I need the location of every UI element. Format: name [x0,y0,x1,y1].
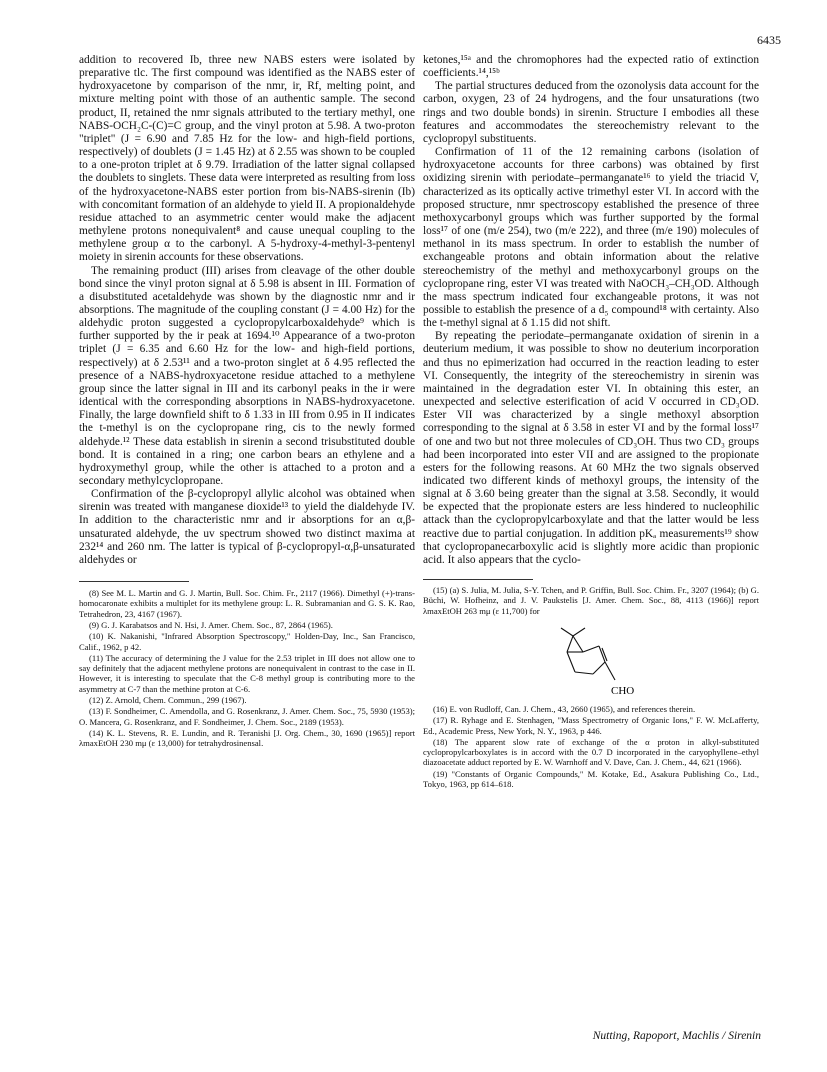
footnote: (9) G. J. Karabatsos and N. Hsi, J. Amer. Chem. Soc., 87, 2864 (1965). [89,619,333,630]
ring-bond-5 [567,652,575,672]
footnote: (18) The apparent slow rate of exchange of the α proton in alkyl-substituted cyclopropylcarboxylates is in accord with the 0.7 D incorporated in the caryophyllene–ethyl diazoacetate adduct reported by E. W. Warnhoff and V. Dave, Can. J. Chem., 44, 621 (1966). [423,736,759,768]
aldehyde-bond [605,662,615,680]
paragraph: The partial structures deduced from the ozonolysis data account for the carbon, oxygen, 23 of 24 hydrogens, and the four unsaturations (two rings and two double bonds) in sirenin. Structure I embodies all these features and accommodates the stereochemistry relevant to the cyclopropyl substituents. [423,80,759,145]
footnote: (15) (a) S. Julia, M. Julia, S-Y. Tchen, and P. Griffin, Bull. Soc. Chim. Fr., 3207 (1964); (b) G. Büchi, W. Hofheinz, and J. V. Paukstelis [J. Amer. Chem. Soc., 88, 4113 (1966)] report λmaxEtOH 263 mμ (ε 11,700) for [423,585,759,616]
running-footer: Nutting, Rapoport, Machlis / Sirenin [592,1030,761,1042]
cyclopropane-bond-1 [567,636,573,652]
page-number: 6435 [757,33,781,47]
paragraph: addition to recovered Ib, three new NABS esters were isolated by preparative tlc. The first compound was identified as the NABS ester of hydroxyacetone by comparison of the nmr, ir, Rf, melting point, and mixture melting point with those of an authentic sample. The second product, II, retained the nmr signals attributed to the tertiary methyl, one NABS-OCH₂C-(C)=C group, and the vinyl proton at 5.98. A two-proton "triplet" (J = 6.90 and 7.85 Hz for the low- and high-field portions, respectively) of doublets (J = 1.45 Hz) at δ 2.55 was shown to be coupled to a one-proton triplet at δ 9.79. Irradiation of the latter signal collapsed the doublets to singlets. These data were interpreted as resulting from loss of the hydroxyacetone-NABS ester portion from bis-NABS-sirenin (Ib) with concomitant formation of an aldehyde to yield II. A propionaldehyde residue attached to an asymmetric center would make the adjacent methylene protons nonequivalent⁸ and cause unequal coupling to the methylene group α to the carbonyl. A 5-hydroxy-4-methyl-3-pentenyl moiety in sirenin accounts for these observations. [79,54,415,264]
footnote: (12) Z. Arnold, Chem. Commun., 299 (1967). [89,695,247,706]
methyl-bond-1 [561,628,573,636]
paragraph: By repeating the periodate–permanganate oxidation of sirenin in a deuterium medium, it was possible to show no deuterium incorporation and thus no epimerization had occurred in the reaction leading to ester VI. Consequently, the integrity of the stereochemistry in sirenin was maintained in the degradation ester VI. In obtaining this ester, an unexpected and selective esterification of acid V occurred in CD₃OD. Ester VII was characterized by a single methoxyl absorption corresponding to the signal at δ 3.58 in ester VI and by the formal loss¹⁷ of one and two but not three molecules of CD₃OH. Thus two CD₃ groups had been incorporated into ester VII and are assigned to the propionate esters for the following reasons. At 60 MHz the two signals observed indicated two different kinds of methoxyl groups, the intensity of the signal at δ 3.60 being greater than the signal at 3.58. Secondly, it would be expected that the propionate esters are less hindered to nucleophilic attack than the cyclopropylcarboxylate and that the latter would be less reactive due to partial conjugation. In addition pKₐ measurements¹⁹ show that cyclopropanecarboxylic acid is slightly more acidic than propionic acid. It also appears that the cyclo- [423,330,759,566]
footnote: (10) K. Nakanishi, "Infrared Absorption Spectroscopy," Holden-Day, Inc., San Francisco, Calif., 1962, p 42. [79,631,415,652]
right-body-text [423,54,759,567]
left-footnotes [79,588,415,748]
ring-bond-4 [575,672,593,674]
chemical-structure-diagram [553,622,643,700]
paragraph: Confirmation of the β-cyclopropyl allylic alcohol was obtained when sirenin was treated with manganese dioxide¹³ to yield the dialdehyde IV. In addition to the characteristic nmr and ir absorptions for an α,β-unsaturated aldehyde, the uv spectrum showed two distinct maxima at 232¹⁴ and 260 nm. The latter is typical of β-cyclopropyl-α,β-unsaturated aldehydes or [79,488,415,566]
ring-bond-1 [583,646,599,652]
methyl-bond-2 [573,628,585,636]
ring-bond-3 [593,662,605,674]
footnote: (19) "Constants of Organic Compounds," M. Kotake, Ed., Asakura Publishing Co., Ltd., Tokyo, 1963, pp 614–618. [423,768,759,790]
footnote: (14) K. L. Stevens, R. E. Lundin, and R. Teranishi [J. Org. Chem., 30, 1690 (1965)] report λmaxEtOH 230 mμ (ε 13,000) for tetrahydrosinensal. [79,727,415,749]
cyclopropane-bond-2 [573,636,583,652]
footnote: (8) See M. L. Martin and G. J. Martin, Bull. Soc. Chim. Fr., 2117 (1966). Dimethyl (+)-trans-homocaronate exhibits a multiplet for its methylene group: L. R. Subramanian and G. S. K. Rao, Tetrahedron, 23, 4167 (1967). [79,588,415,619]
paragraph: The remaining product (III) arises from cleavage of the other double bond since the vinyl proton signal at δ 5.98 is absent in III. Formation of a disubstituted acetaldehyde was shown by the diagnostic nmr and ir absorptions. The magnitude of the coupling constant (J = 4.00 Hz) for the aldehydic proton suggested a cyclopropylcarboxaldehyde⁹ which is further supported by the ir peak at 1694.¹⁰ Appearance of a two-proton triplet (J = 6.35 and 6.60 Hz for the low- and high-field portions, respectively) at δ 2.53¹¹ and a two-proton singlet at δ 4.95 reflected the presence of a NABS-hydroxyacetone residue attached to a methylene group since the latter signal in III and its carbonyl peaks in the ir were identical with the corresponding absorptions in NABS-hydroxyacetone. Finally, the large downfield shift to δ 1.33 in III from 0.95 in II indicates the t-methyl is on the cyclopropane ring, cis to the newly formed aldehyde.¹² These data establish in sirenin a second trisubstituted double bond. It is contained in a ring; one carbon bears an ethylene and a hydroxymethyl group, while the other is attached to a proton and a secondary methylcyclopropane. [79,264,415,487]
paragraph: Confirmation of 11 of the 12 remaining carbons (isolation of hydroxyacetone accounts for three carbons) was obtained by first oxidizing sirenin with periodate–permanganate¹⁶ to yield the triacid V, characterized as its optically active trimethyl ester VI. In accord with the proposed structure, nmr spectroscopy established the presence of three methoxycarbonyl groups which was further supported by the formal loss¹⁷ of one (m/e 254), two (m/e 222), and three (m/e 190) molecules of methanol in its mass spectrum. In order to establish the number of exchangeable protons and obtain information about the relative stereochemistry of the methyl and methoxycarbonyl groups on the cyclopropane ring, ester VI was treated with NaOCH₃–CH₃OD. Although the mass spectrum indicated four exchangeable protons, it was not possible to establish the presence of a d₅ compound¹⁸ with certainty. Also the t-methyl signal at δ 1.15 did not shift. [423,146,759,330]
footnote: (16) E. von Rudloff, Can. J. Chem., 43, 2660 (1965), and references therein. [433,703,696,714]
footnote: (11) The accuracy of determining the J value for the 2.53 triplet in III does not allow one to say definitely that the adjacent methylene protons are nonequivalent in contrast to the case in II. However, it is interesting to speculate that the C-8 methyl group is contributing more to the asymmetry at C-7 than the methine proton at C-6. [79,652,415,694]
footnote: (17) R. Ryhage and E. Stenhagen, "Mass Spectrometry of Organic Ions," F. W. McLafferty, Ed., Academic Press, New York, N. Y., 1963, p 446. [423,715,759,736]
aldehyde-label: CHO [611,684,635,697]
right-column [423,54,759,790]
right-footnotes [423,585,759,789]
left-body-text [79,54,415,567]
paragraph: ketones,¹⁵ᵃ and the chromophores had the expected ratio of extinction coefficients.¹⁴,¹⁵ᵇ [423,54,759,80]
footnote-divider [79,581,189,582]
footnote-divider [423,579,533,580]
footnote: (13) F. Sondheimer, C. Amendolla, and G. Rosenkranz, J. Amer. Chem. Soc., 75, 5930 (1953); O. Mancera, G. Rosenkranz, and F. Sondheimer, J. Chem. Soc., 2189 (1953). [79,706,415,727]
left-column [79,54,415,750]
